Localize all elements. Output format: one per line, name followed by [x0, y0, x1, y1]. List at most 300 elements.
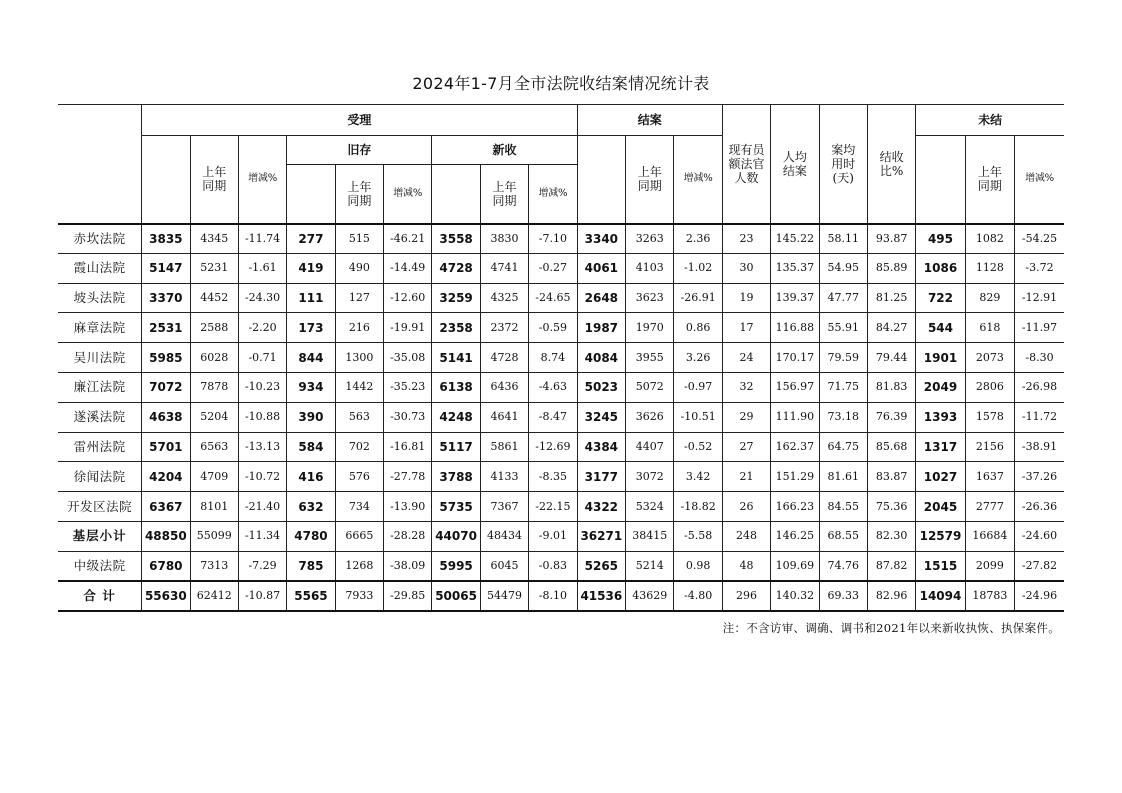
cell-wj: 1086 — [916, 253, 965, 283]
cell-ja: 5265 — [577, 551, 625, 581]
shouli-change-head: 增减% — [238, 136, 286, 224]
cell-sl_ch: -21.40 — [238, 492, 286, 522]
court-name-cell: 吴川法院 — [58, 343, 142, 373]
table-row — [58, 521, 1064, 551]
cell-ratio: 87.82 — [867, 551, 915, 581]
cell-wj_ch: -12.91 — [1015, 283, 1064, 313]
cell-wj: 12579 — [916, 521, 965, 551]
cell-jc_ly: 490 — [335, 253, 383, 283]
cell-ja_ch: 0.98 — [674, 551, 722, 581]
cell-xs_ly: 7367 — [480, 492, 528, 522]
cell-per: 139.37 — [771, 283, 819, 313]
jiucun-total-head — [287, 165, 335, 224]
cell-days: 73.18 — [819, 402, 867, 432]
cell-wj_ch: -38.91 — [1015, 432, 1064, 462]
cell-xs_ly: 48434 — [480, 521, 528, 551]
cell-ja_ly: 4407 — [626, 432, 674, 462]
cell-days: 58.11 — [819, 224, 867, 254]
jiean-total-head — [577, 136, 625, 224]
cell-wj: 14094 — [916, 581, 965, 611]
cell-jc: 584 — [287, 432, 335, 462]
cell-sl_ch: -11.34 — [238, 521, 286, 551]
cell-judges: 248 — [722, 521, 770, 551]
court-name-cell: 廉江法院 — [58, 372, 142, 402]
cell-xs: 5117 — [432, 432, 480, 462]
cell-ratio: 76.39 — [867, 402, 915, 432]
shouli-total-head — [142, 136, 190, 224]
jiucun-lastyear-head: 上年同期 — [335, 165, 383, 224]
cell-jc: 173 — [287, 313, 335, 343]
table-body — [58, 224, 1064, 611]
cell-ratio: 85.68 — [867, 432, 915, 462]
cell-ja_ly: 5324 — [626, 492, 674, 522]
cell-wj: 1027 — [916, 462, 965, 492]
cell-ratio: 81.83 — [867, 372, 915, 402]
cell-xs_ly: 3830 — [480, 224, 528, 254]
cell-xs_ly: 54479 — [480, 581, 528, 611]
court-name-cell: 麻章法院 — [58, 313, 142, 343]
cell-jc: 277 — [287, 224, 335, 254]
cell-sl_ch: -10.23 — [238, 372, 286, 402]
cell-ja_ch: 3.42 — [674, 462, 722, 492]
cell-sl: 5985 — [142, 343, 190, 373]
cell-xs: 6138 — [432, 372, 480, 402]
cell-wj: 1515 — [916, 551, 965, 581]
cell-per: 111.90 — [771, 402, 819, 432]
cell-ja: 36271 — [577, 521, 625, 551]
cell-wj_ch: -3.72 — [1015, 253, 1064, 283]
header-per-capita: 人均结案 — [771, 105, 819, 224]
cell-xs_ly: 6045 — [480, 551, 528, 581]
table-row — [58, 402, 1064, 432]
table-row — [58, 432, 1064, 462]
court-name-cell: 合 计 — [58, 581, 142, 611]
cell-wj_ly: 618 — [965, 313, 1014, 343]
cell-days: 55.91 — [819, 313, 867, 343]
cell-ratio: 75.36 — [867, 492, 915, 522]
cell-sl_ch: -7.29 — [238, 551, 286, 581]
cell-ja: 3177 — [577, 462, 625, 492]
cell-ja_ly: 5214 — [626, 551, 674, 581]
cell-ja_ch: 3.26 — [674, 343, 722, 373]
cell-jc_ly: 1268 — [335, 551, 383, 581]
cell-jc: 419 — [287, 253, 335, 283]
cell-per: 162.37 — [771, 432, 819, 462]
cell-ratio: 93.87 — [867, 224, 915, 254]
cell-xs_ch: -0.27 — [529, 253, 578, 283]
cell-wj_ly: 1082 — [965, 224, 1014, 254]
cell-jc_ly: 734 — [335, 492, 383, 522]
cell-judges: 17 — [722, 313, 770, 343]
cell-jc_ly: 216 — [335, 313, 383, 343]
header-avg-days: 案均用时(天) — [819, 105, 867, 224]
weijie-change-head: 增减% — [1015, 136, 1064, 224]
cell-jc: 390 — [287, 402, 335, 432]
cell-ratio: 82.30 — [867, 521, 915, 551]
cell-ja_ly: 38415 — [626, 521, 674, 551]
table-row — [58, 253, 1064, 283]
cell-jc_ly: 576 — [335, 462, 383, 492]
header-judges: 现有员额法官人数 — [722, 105, 770, 224]
table-row — [58, 343, 1064, 373]
cell-ja: 3245 — [577, 402, 625, 432]
cell-sl_ch: -0.71 — [238, 343, 286, 373]
cell-sl: 55630 — [142, 581, 190, 611]
cell-sl_ch: -10.88 — [238, 402, 286, 432]
cell-judges: 29 — [722, 402, 770, 432]
cell-xs: 3259 — [432, 283, 480, 313]
cell-jc_ly: 1300 — [335, 343, 383, 373]
cell-xs: 4728 — [432, 253, 480, 283]
cell-wj: 2049 — [916, 372, 965, 402]
cell-xs_ch: -7.10 — [529, 224, 578, 254]
cell-sl: 6780 — [142, 551, 190, 581]
header-weijie: 未结 — [916, 105, 1064, 136]
cell-xs_ch: -9.01 — [529, 521, 578, 551]
cell-xs_ch: -0.83 — [529, 551, 578, 581]
cell-wj_ly: 1637 — [965, 462, 1014, 492]
cell-wj: 1393 — [916, 402, 965, 432]
cell-xs: 5735 — [432, 492, 480, 522]
cell-per: 166.23 — [771, 492, 819, 522]
cell-sl_ly: 8101 — [190, 492, 238, 522]
cell-wj_ch: -26.36 — [1015, 492, 1064, 522]
cell-xs_ch: -0.59 — [529, 313, 578, 343]
cell-sl_ly: 62412 — [190, 581, 238, 611]
cell-sl: 7072 — [142, 372, 190, 402]
cell-sl_ly: 4709 — [190, 462, 238, 492]
court-name-cell: 赤坎法院 — [58, 224, 142, 254]
cell-wj_ch: -54.25 — [1015, 224, 1064, 254]
cell-ja: 2648 — [577, 283, 625, 313]
court-name-cell: 徐闻法院 — [58, 462, 142, 492]
cell-days: 79.59 — [819, 343, 867, 373]
cell-jc_ch: -29.85 — [384, 581, 432, 611]
cell-sl: 48850 — [142, 521, 190, 551]
cell-jc_ly: 7933 — [335, 581, 383, 611]
cell-wj_ch: -8.30 — [1015, 343, 1064, 373]
cell-ja_ch: -1.02 — [674, 253, 722, 283]
cell-sl_ly: 5231 — [190, 253, 238, 283]
cell-wj_ch: -11.97 — [1015, 313, 1064, 343]
cell-xs_ly: 5861 — [480, 432, 528, 462]
header-jiean: 结案 — [577, 105, 722, 136]
table-row — [58, 224, 1064, 254]
header-xinshou: 新收 — [432, 136, 577, 165]
cell-ja_ch: 2.36 — [674, 224, 722, 254]
table-row — [58, 551, 1064, 581]
statistics-table — [58, 104, 1064, 612]
cell-wj_ly: 2777 — [965, 492, 1014, 522]
cell-wj_ch: -37.26 — [1015, 462, 1064, 492]
cell-jc: 934 — [287, 372, 335, 402]
cell-per: 109.69 — [771, 551, 819, 581]
court-name-cell: 基层小计 — [58, 521, 142, 551]
table-row — [58, 313, 1064, 343]
cell-jc: 5565 — [287, 581, 335, 611]
cell-ja: 4322 — [577, 492, 625, 522]
cell-wj_ly: 2156 — [965, 432, 1014, 462]
cell-wj_ly: 1128 — [965, 253, 1014, 283]
cell-ja: 3340 — [577, 224, 625, 254]
cell-sl_ly: 55099 — [190, 521, 238, 551]
cell-judges: 21 — [722, 462, 770, 492]
cell-xs_ly: 4728 — [480, 343, 528, 373]
cell-wj: 722 — [916, 283, 965, 313]
cell-sl: 5701 — [142, 432, 190, 462]
cell-per: 170.17 — [771, 343, 819, 373]
cell-xs: 2358 — [432, 313, 480, 343]
cell-sl_ch: -11.74 — [238, 224, 286, 254]
court-name-cell: 开发区法院 — [58, 492, 142, 522]
cell-xs: 5141 — [432, 343, 480, 373]
cell-ja: 41536 — [577, 581, 625, 611]
cell-ja_ch: -26.91 — [674, 283, 722, 313]
cell-ja_ch: -18.82 — [674, 492, 722, 522]
cell-judges: 32 — [722, 372, 770, 402]
table-row — [58, 372, 1064, 402]
cell-jc: 844 — [287, 343, 335, 373]
cell-per: 151.29 — [771, 462, 819, 492]
cell-wj_ly: 18783 — [965, 581, 1014, 611]
cell-days: 54.95 — [819, 253, 867, 283]
cell-ja_ly: 5072 — [626, 372, 674, 402]
cell-xs_ch: -12.69 — [529, 432, 578, 462]
header-shouli: 受理 — [142, 105, 578, 136]
cell-ja: 4384 — [577, 432, 625, 462]
cell-ratio: 82.96 — [867, 581, 915, 611]
table-row — [58, 283, 1064, 313]
cell-judges: 48 — [722, 551, 770, 581]
cell-sl_ly: 5204 — [190, 402, 238, 432]
cell-days: 69.33 — [819, 581, 867, 611]
cell-wj_ch: -24.96 — [1015, 581, 1064, 611]
cell-days: 74.76 — [819, 551, 867, 581]
cell-per: 146.25 — [771, 521, 819, 551]
cell-ja_ly: 3623 — [626, 283, 674, 313]
cell-sl_ch: -10.72 — [238, 462, 286, 492]
court-name-cell: 坡头法院 — [58, 283, 142, 313]
cell-sl_ly: 4452 — [190, 283, 238, 313]
cell-ja: 1987 — [577, 313, 625, 343]
cell-ja_ly: 3955 — [626, 343, 674, 373]
cell-sl_ly: 7313 — [190, 551, 238, 581]
cell-days: 47.77 — [819, 283, 867, 313]
cell-sl: 4204 — [142, 462, 190, 492]
page-title: 2024年1-7月全市法院收结案情况统计表 — [412, 74, 710, 93]
cell-ja_ly: 3072 — [626, 462, 674, 492]
jiean-lastyear-head: 上年同期 — [626, 136, 674, 224]
cell-jc_ch: -16.81 — [384, 432, 432, 462]
cell-jc: 785 — [287, 551, 335, 581]
xinshou-total-head — [432, 165, 480, 224]
cell-judges: 26 — [722, 492, 770, 522]
cell-ja_ch: -0.97 — [674, 372, 722, 402]
cell-ratio: 85.89 — [867, 253, 915, 283]
cell-ja_ch: -5.58 — [674, 521, 722, 551]
cell-xs_ly: 4741 — [480, 253, 528, 283]
cell-wj: 2045 — [916, 492, 965, 522]
cell-days: 81.61 — [819, 462, 867, 492]
cell-wj: 544 — [916, 313, 965, 343]
table-row — [58, 462, 1064, 492]
cell-wj: 1901 — [916, 343, 965, 373]
weijie-total-head — [916, 136, 965, 224]
cell-ja: 5023 — [577, 372, 625, 402]
cell-sl_ch: -2.20 — [238, 313, 286, 343]
cell-sl: 3370 — [142, 283, 190, 313]
cell-ja_ch: -0.52 — [674, 432, 722, 462]
cell-xs_ly: 6436 — [480, 372, 528, 402]
cell-xs: 4248 — [432, 402, 480, 432]
cell-ja_ly: 43629 — [626, 581, 674, 611]
cell-per: 140.32 — [771, 581, 819, 611]
cell-wj_ly: 1578 — [965, 402, 1014, 432]
cell-per: 135.37 — [771, 253, 819, 283]
court-name-cell: 雷州法院 — [58, 432, 142, 462]
cell-jc: 4780 — [287, 521, 335, 551]
cell-ratio: 84.27 — [867, 313, 915, 343]
cell-sl: 3835 — [142, 224, 190, 254]
cell-jc_ch: -35.08 — [384, 343, 432, 373]
cell-xs_ly: 4325 — [480, 283, 528, 313]
cell-sl: 4638 — [142, 402, 190, 432]
cell-wj_ly: 829 — [965, 283, 1014, 313]
jiean-change-head: 增减% — [674, 136, 722, 224]
cell-xs_ch: -24.65 — [529, 283, 578, 313]
cell-wj_ly: 2806 — [965, 372, 1014, 402]
cell-xs: 44070 — [432, 521, 480, 551]
cell-jc_ch: -35.23 — [384, 372, 432, 402]
cell-ja_ch: -4.80 — [674, 581, 722, 611]
cell-wj: 495 — [916, 224, 965, 254]
cell-jc_ly: 127 — [335, 283, 383, 313]
cell-jc: 111 — [287, 283, 335, 313]
header-ratio: 结收比% — [867, 105, 915, 224]
cell-xs: 5995 — [432, 551, 480, 581]
cell-judges: 23 — [722, 224, 770, 254]
header-row-1 — [58, 105, 1064, 136]
cell-sl_ch: -24.30 — [238, 283, 286, 313]
cell-days: 64.75 — [819, 432, 867, 462]
cell-ja_ly: 3626 — [626, 402, 674, 432]
cell-sl: 6367 — [142, 492, 190, 522]
cell-judges: 24 — [722, 343, 770, 373]
cell-wj_ch: -27.82 — [1015, 551, 1064, 581]
court-name-cell: 霞山法院 — [58, 253, 142, 283]
table-row — [58, 492, 1064, 522]
cell-xs_ch: -8.10 — [529, 581, 578, 611]
cell-jc_ch: -13.90 — [384, 492, 432, 522]
cell-xs: 3558 — [432, 224, 480, 254]
cell-wj_ly: 2073 — [965, 343, 1014, 373]
cell-ja_ch: 0.86 — [674, 313, 722, 343]
cell-xs_ch: -8.47 — [529, 402, 578, 432]
cell-jc_ch: -30.73 — [384, 402, 432, 432]
cell-sl_ly: 7878 — [190, 372, 238, 402]
cell-ratio: 83.87 — [867, 462, 915, 492]
cell-jc_ch: -28.28 — [384, 521, 432, 551]
cell-jc_ly: 563 — [335, 402, 383, 432]
cell-wj_ch: -11.72 — [1015, 402, 1064, 432]
cell-judges: 27 — [722, 432, 770, 462]
cell-sl_ch: -10.87 — [238, 581, 286, 611]
cell-ja: 4061 — [577, 253, 625, 283]
cell-jc_ch: -38.09 — [384, 551, 432, 581]
cell-sl_ly: 6563 — [190, 432, 238, 462]
header-jiucun: 旧存 — [287, 136, 432, 165]
cell-wj_ch: -24.60 — [1015, 521, 1064, 551]
shouli-lastyear-head: 上年同期 — [190, 136, 238, 224]
footnote: 注：不含访审、调确、调书和2021年以来新收执恢、执保案件。 — [722, 621, 1060, 635]
cell-jc_ly: 515 — [335, 224, 383, 254]
cell-ratio: 81.25 — [867, 283, 915, 313]
cell-xs: 50065 — [432, 581, 480, 611]
court-name-cell: 遂溪法院 — [58, 402, 142, 432]
cell-ja_ch: -10.51 — [674, 402, 722, 432]
cell-xs_ch: -22.15 — [529, 492, 578, 522]
jiucun-change-head: 增减% — [384, 165, 432, 224]
cell-xs_ch: 8.74 — [529, 343, 578, 373]
corner-cell — [58, 105, 142, 224]
cell-days: 84.55 — [819, 492, 867, 522]
cell-per: 116.88 — [771, 313, 819, 343]
cell-jc_ch: -27.78 — [384, 462, 432, 492]
cell-sl_ly: 2588 — [190, 313, 238, 343]
cell-jc_ch: -12.60 — [384, 283, 432, 313]
cell-per: 156.97 — [771, 372, 819, 402]
xinshou-lastyear-head: 上年同期 — [480, 165, 528, 224]
cell-sl_ly: 4345 — [190, 224, 238, 254]
court-name-cell: 中级法院 — [58, 551, 142, 581]
cell-judges: 296 — [722, 581, 770, 611]
cell-wj: 1317 — [916, 432, 965, 462]
cell-judges: 30 — [722, 253, 770, 283]
cell-jc_ch: -46.21 — [384, 224, 432, 254]
cell-judges: 19 — [722, 283, 770, 313]
cell-ja_ly: 1970 — [626, 313, 674, 343]
cell-ja: 4084 — [577, 343, 625, 373]
table-row — [58, 581, 1064, 611]
cell-xs_ch: -8.35 — [529, 462, 578, 492]
cell-xs_ly: 4133 — [480, 462, 528, 492]
cell-ja_ly: 4103 — [626, 253, 674, 283]
cell-wj_ch: -26.98 — [1015, 372, 1064, 402]
xinshou-change-head: 增减% — [529, 165, 578, 224]
cell-xs_ly: 4641 — [480, 402, 528, 432]
cell-days: 71.75 — [819, 372, 867, 402]
cell-jc: 632 — [287, 492, 335, 522]
weijie-lastyear-head: 上年同期 — [965, 136, 1014, 224]
cell-xs_ly: 2372 — [480, 313, 528, 343]
cell-days: 68.55 — [819, 521, 867, 551]
cell-ratio: 79.44 — [867, 343, 915, 373]
cell-jc_ly: 6665 — [335, 521, 383, 551]
cell-wj_ly: 16684 — [965, 521, 1014, 551]
cell-sl_ch: -13.13 — [238, 432, 286, 462]
cell-wj_ly: 2099 — [965, 551, 1014, 581]
cell-xs_ch: -4.63 — [529, 372, 578, 402]
cell-jc_ch: -19.91 — [384, 313, 432, 343]
cell-xs: 3788 — [432, 462, 480, 492]
cell-sl: 5147 — [142, 253, 190, 283]
cell-jc_ly: 1442 — [335, 372, 383, 402]
cell-jc_ly: 702 — [335, 432, 383, 462]
cell-sl_ly: 6028 — [190, 343, 238, 373]
cell-jc_ch: -14.49 — [384, 253, 432, 283]
cell-sl_ch: -1.61 — [238, 253, 286, 283]
cell-ja_ly: 3263 — [626, 224, 674, 254]
